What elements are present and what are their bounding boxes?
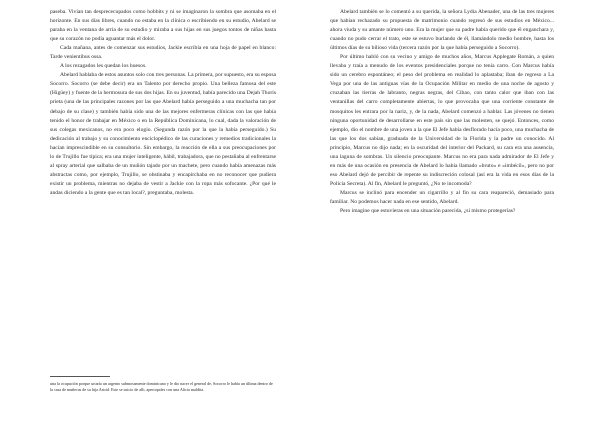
left-paragraph-3: A los rezagados les quedan los huesos. [60, 63, 147, 70]
left-paragraph-2: Cada mañana, antes de comenzar sus estudios, Jackie escribía en una hoja de papel en blanco: Tarde venientibus ossa. [50, 45, 276, 61]
right-paragraph-3: Marcus se inclinó para encender un cigarrillo y al fin su cara reapareció, demasiado para familiar. No podemos hacer nada en ese sentido, Abelard. [330, 189, 554, 205]
left-paragraph-4: Abelard hablaba de estos asuntos solo con tres personas. La primera, por supuesto, era su esposa Socorro. Socorro (se debe decir) era un Talento por derecho propio. Una belleza famosa del este (Higüey) y fuente de la hermosura de sus dos hijas. En su juventud, había parecido una Dejah Thoris prieta (una de las principales razones por las que Abelard había perseguido a una muchacha tan por debajo de su clase) y también había sido una de las mejores enfermeras clínicas con las que había tenido el honor de trabajar en México o en la República Dominicana, lo cual, dada la valoración de sus colegas mexicanos, no era poco elogio. (Segunda razón por la que la había perseguido.) Su dedicación al trabajo y su conocimiento enciclopédico de las curaciones y remedios tradicionales la hacían imprescindible en su consultorio. Sin embargo, la reacción de ella a sus preocupaciones por lo de Trujillo fue típica; era una mujer inteligente, hábil, trabajadora, que no pestañaba al enfrentarse al spray arterial que salbaba de un muñón tajado por un machete, pero cuando había amenazas más abstractas como, por ejemplo, Trujillo, se obstinaba y encapirchaba en no reconocer que pudiera existir un problema, mientras no dejaba de vestir a Jackie con la ropa más sofocante. ¿Por qué le andas diciendo a la gente que es tan local?, preguntaba, molesta. [50, 72, 276, 196]
footnote [50, 376, 276, 393]
left-paragraph-1: paseba. Vivían tan desprececupados como hobbits y ni se imaginaron la sombra que asomaba en el horizonte. En sus días libres, cuando no estaba en la clínica o escribiendo en su estudio, Abelard se paraba en la ventana de arria de su estudio y miraba a sus hijas en sus juegos tontos de niñas hasta que su corazón no podía aguantar más el dolor. [50, 9, 276, 43]
right-paragraph-1: Abelard también se lo comentó a su querida, la señora Lydia Abenader, una de las tres mujeres que habían rechazado su propuesta de matrimonio cuando regresó de sus estudios en México... ahora viuda y su amante número uno. Era la mujer que su padre había querido que él enganchara y, cuando no pudo cerrar el trato, este se estuvo burlando de él, llamándolo medio hombre, hasta los últimos días de su bilioso vida (tercera razón por la que había perseguido a Socorro). [330, 9, 554, 52]
right-paragraph-4: Pero imagine que estuvieras en una situación parecida, ¿sí mismo protegerías? [340, 208, 516, 215]
right-paragraph-2: Por último habló con su vecino y amigo de muchos años, Marcus Applegate Román, a quien llevaba y traía a menudo de los eventos presidenciales porque no tenía carro. Con Marcus había sido un cerebro espontáneo; el peso del problema en realidad lo aplastaba; iban de regreso a La Vega por una de las antiguas vías de la Ocupación Militar en medio de una noche de agosto y cruzaban las tierras de labranto, negras negras, del Cibao, con tanto calor que iban con las ventanillas del carro completamente abiertas, lo que provocaba que una corriente constante de mosquitos les entrara por la nariz, y, de la nada, Abelard comenzó a hablar. Las jóvenes no tienen ninguna oportunidad de desarrollarse en este país sin que las molesten, se quejó. Entonces, como ejemplo, dio el nombre de una joven a la que El Jefe había desflorado hacía poco, una muchacha de las que los dos sabían, graduada de la Universidad de la Florida y la padre un conocido. Al principio, Marcus no dijo nada; en la oscuridad del interior del Packard, su cara era una ausencia, una laguna de sombras. Un silencio preocupante. Marcus no era para nada admirador de El Jefe y en más de una ocasión en presencia de Abelard lo había llamado «bruto» e «imbécil», pero no por eso Abelard dejó de percibir de repente su indiscreción colosal (así era la vida en esos días de la Policía Secreta). Al fin, Abelard le preguntó, ¿No te incomoda? [330, 54, 554, 187]
footnote-rule [50, 376, 110, 377]
left-page [50, 8, 276, 198]
right-page [330, 8, 554, 216]
footnote-text: una la ocupación porque urtaría un argento submosamente dominicano y le dio nacer el general de, Socorro le había un última dentro de la casa de muñecas de su hija Astrid. Este se suicio de alli, apertopales con una Alicia maldita. [50, 381, 273, 393]
